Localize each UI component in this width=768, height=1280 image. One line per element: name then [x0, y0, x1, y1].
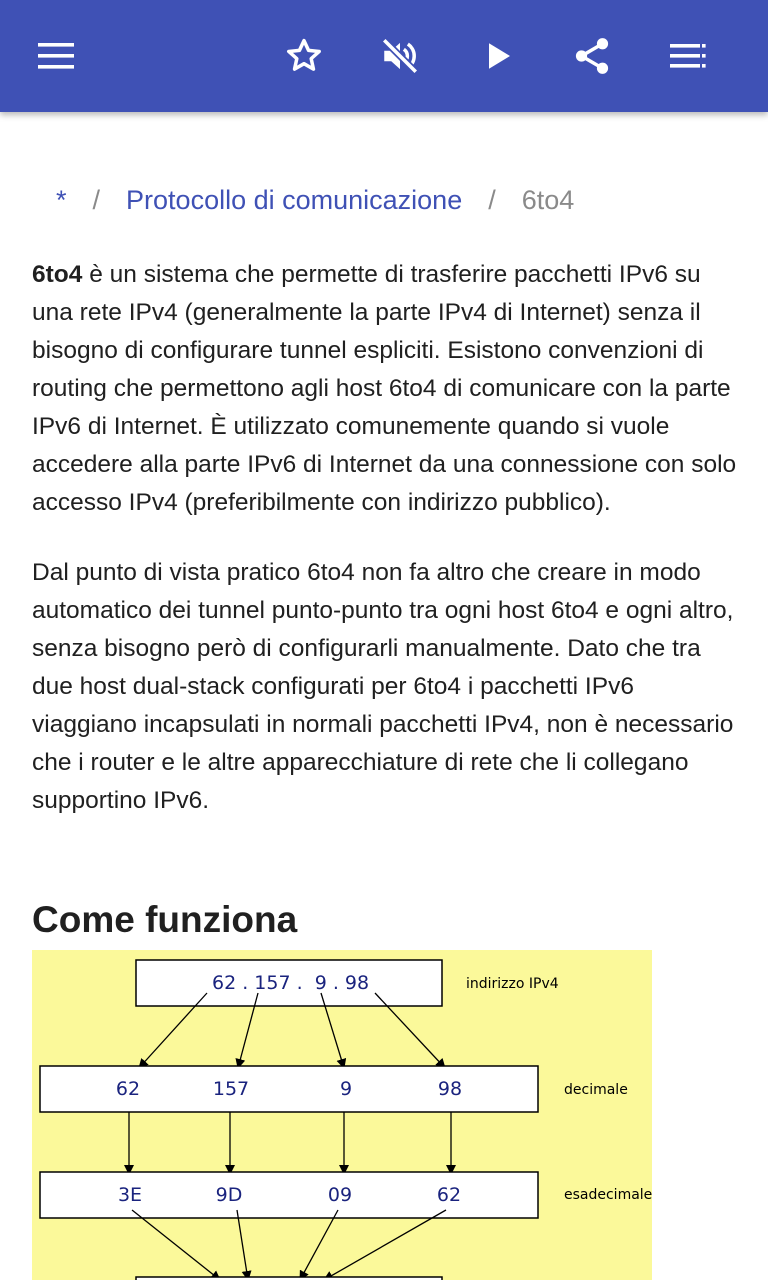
arrow: [324, 1210, 446, 1280]
bookmark-button[interactable]: [272, 24, 336, 88]
hex-value: 3E: [117, 1184, 143, 1206]
volume-off-icon: [379, 35, 421, 77]
decimal-value: 98: [437, 1078, 463, 1100]
breadcrumb-separator: /: [488, 184, 496, 215]
arrow: [237, 1210, 248, 1280]
arrow: [300, 1210, 338, 1280]
section-heading: Come funziona: [32, 899, 298, 940]
hex-value: 62: [436, 1184, 462, 1206]
contents-button[interactable]: [656, 24, 720, 88]
list-icon: [668, 41, 708, 71]
ipv4-label: indirizzo IPv4: [466, 976, 559, 992]
address-conversion-figure[interactable]: [32, 950, 652, 1280]
address-conversion-diagram: [32, 950, 652, 1280]
menu-button[interactable]: [24, 24, 88, 88]
ipv4-address: 62 . 157 . 9 . 98: [212, 972, 370, 994]
decimal-value: 157: [212, 1078, 250, 1100]
article-body: [32, 256, 742, 852]
hex-box: [40, 1172, 538, 1218]
breadcrumb: [56, 180, 574, 220]
decimal-label: decimale: [564, 1082, 628, 1098]
decimal-value: 62: [115, 1078, 141, 1100]
article-term: 6to4: [32, 261, 83, 288]
play-button[interactable]: [466, 24, 530, 88]
paragraph-intro: [32, 256, 742, 522]
share-button[interactable]: [560, 24, 624, 88]
breadcrumb-separator: /: [92, 184, 101, 215]
hex-value: 9D: [215, 1184, 243, 1206]
star-outline-icon: [283, 35, 325, 77]
breadcrumb-root-link[interactable]: *: [56, 184, 67, 215]
app-bar: [0, 0, 768, 112]
menu-icon: [36, 41, 76, 71]
share-icon: [571, 35, 613, 77]
arrow: [132, 1210, 220, 1280]
breadcrumb-parent-link[interactable]: Protocollo di comunicazione: [126, 184, 463, 215]
mute-button[interactable]: [368, 24, 432, 88]
paragraph-practical: Dal punto di vista pratico 6to4 non fa altro che creare in modo automatico dei tunnel punto-punto tra ogni host 6to4 e ogni altro, senza bisogno però di configurarli manualmente. Dato che tra due host dual-stack configurati per 6to4 i pacchetti IPv6 viaggiano incapsulati in normali pacchetti IPv4, non è necessario che i router e le altre apparecchiature di rete che li collegano supportino IPv6.: [32, 559, 734, 814]
play-icon: [480, 38, 516, 74]
decimal-value: 9: [339, 1078, 353, 1100]
hex-label: esadecimale: [564, 1187, 652, 1203]
paragraph-intro-text: è un sistema che permette di trasferire pacchetti IPv6 su una rete IPv4 (generalmente la parte IPv4 di Internet) senza il bisogno di configurare tunnel espliciti. Esistono convenzioni di routing che permettono agli host 6to4 di comunicare con la parte IPv6 di Internet. È utilizzato comunemente quando si vuole accedere alla parte IPv6 di Internet da una connessione con solo accesso IPv4 (preferibilmente con indirizzo pubblico).: [32, 261, 737, 516]
decimal-box: [40, 1066, 538, 1112]
hex-value: 09: [327, 1184, 353, 1206]
breadcrumb-current: 6to4: [521, 184, 575, 215]
